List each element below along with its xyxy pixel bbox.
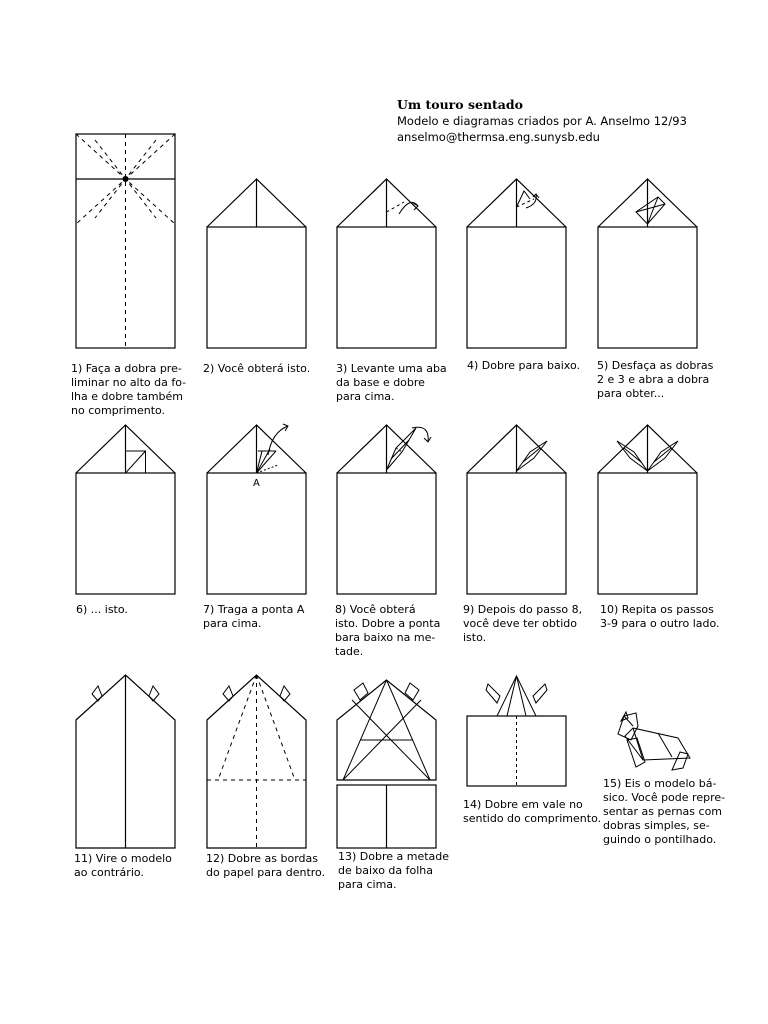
step-1-caption: 1) Faça a dobra pre- liminar no alto da fo- lha e dobre também no comprimento. (71, 362, 187, 417)
step-8-caption: 8) Você obterá isto. Dobre a ponta bara baixo na me- tade. (335, 603, 441, 658)
diagram-subtitle: Modelo e diagramas criados por A. Anselmo 12/93 (397, 114, 687, 128)
step-5-caption: 5) Desfaça as dobras 2 e 3 e abra a dobra para obter... (597, 359, 714, 400)
step-14-caption: 14) Dobre em vale no sentido do comprimento. (463, 798, 602, 825)
step-13-figure (337, 680, 436, 848)
step-13-caption: 13) Dobre a metade de baixo da folha para cima. (338, 850, 450, 891)
step-12-figure (207, 675, 306, 848)
step-9-caption: 9) Depois do passo 8, você deve ter obtido isto. (463, 603, 583, 644)
step-12-caption: 12) Dobre as bordas do papel para dentro. (206, 852, 326, 879)
step-4-caption: 4) Dobre para baixo. (467, 359, 580, 372)
step-15-figure (618, 712, 690, 770)
step-1-figure (76, 134, 175, 348)
step-2-figure (207, 179, 306, 348)
diagram-title: Um touro sentado (397, 97, 523, 112)
step-8-figure (337, 425, 436, 594)
point-a-label: A (253, 478, 260, 489)
step-3-figure (337, 179, 436, 348)
step-5-figure (598, 179, 697, 348)
step-7-figure (207, 424, 306, 594)
step-6-caption: 6) ... isto. (76, 603, 128, 616)
step-9-figure (467, 425, 566, 594)
step-11-figure (76, 675, 175, 848)
step-11-caption: 11) Vire o modelo ao contrário. (74, 852, 172, 879)
step-6-figure (76, 425, 175, 594)
step-10-caption: 10) Repita os passos 3-9 para o outro lado. (600, 603, 720, 630)
step-2-caption: 2) Você obterá isto. (203, 362, 311, 375)
step-3-caption: 3) Levante uma aba da base e dobre para cima. (336, 362, 447, 403)
step-14-figure (467, 676, 566, 786)
step-7-caption: 7) Traga a ponta A para cima. (203, 603, 305, 630)
step-4-figure (467, 179, 566, 348)
step-15-caption: 15) Eis o modelo bá- sico. Você pode repre- sentar as pernas com dobras simples, se- guindo o pontilhado. (603, 777, 726, 846)
step-10-figure (598, 425, 697, 594)
author-email: anselmo@thermsa.eng.sunysb.edu (397, 130, 600, 144)
